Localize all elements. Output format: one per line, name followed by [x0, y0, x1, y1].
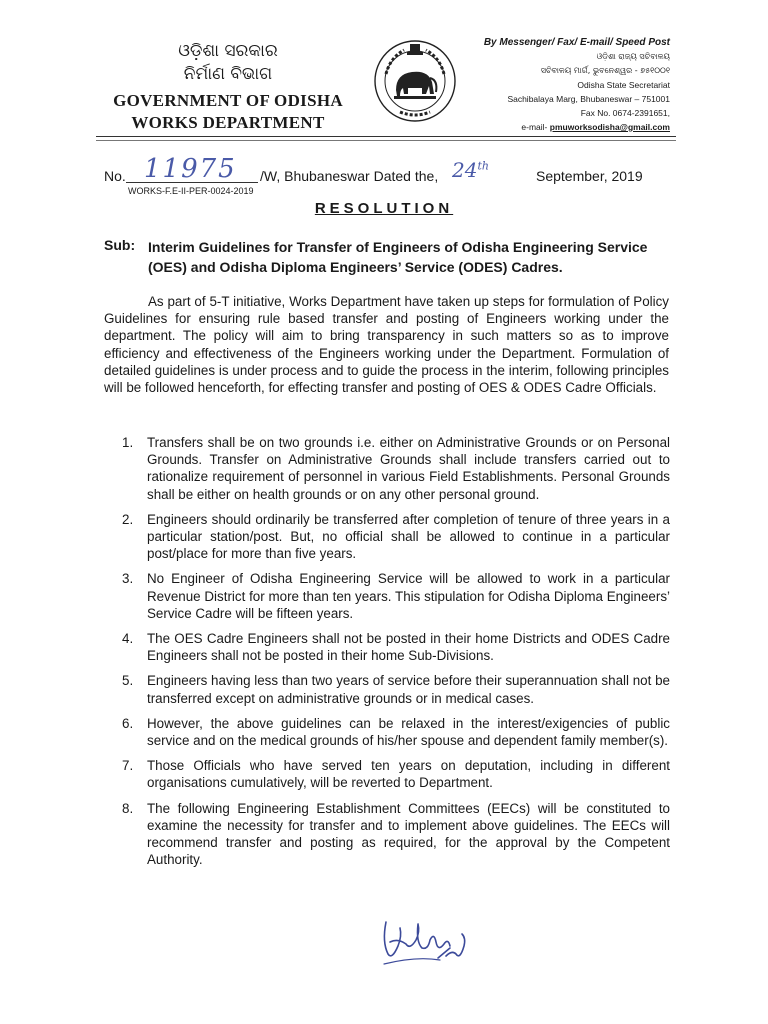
intro-paragraph: As part of 5-T initiative, Works Department have taken up steps for formulation of Policy Guidelines for ensuring rule based transfer and posting of Engineers working under the department. The policy will aim to bring transparency in such matters so as to improve efficiency and effectiveness of the Engineers working under the Department. Formulation of detailed guidelines is under process and to guide the process in the interim, following principles will be followed henceforth, for effecting transfer and posting of OES & ODES Cadre Officials. — [104, 294, 669, 396]
letterhead-right — [440, 36, 670, 134]
fax-number: Fax No. 0674-2391651, — [580, 108, 670, 118]
reference-day-suffix: th — [477, 159, 489, 173]
reference-day — [452, 158, 489, 182]
guideline-item — [122, 434, 670, 503]
guideline-text: However, the above guidelines can be relaxed in the interest/exigencies of public service and on the medical grounds of his/her spouse and dependent family member(s). — [147, 715, 670, 749]
header-divider — [96, 136, 676, 137]
guideline-item — [122, 570, 670, 622]
subject-text: Interim Guidelines for Transfer of Engineers of Odisha Engineering Service (OES) and Odisha Diploma Engineers’ Service (ODES) Cadres. — [148, 239, 648, 275]
guideline-item — [122, 672, 670, 706]
department-name: WORKS DEPARTMENT — [131, 113, 325, 132]
guideline-text: The OES Cadre Engineers shall not be posted in their home Districts and ODES Cadre Engineers shall not be posted in their home Sub-Divisions. — [147, 631, 670, 664]
delivery-mode: By Messenger/ Fax/ E-mail/ Speed Post — [483, 37, 670, 48]
guideline-item — [122, 511, 670, 563]
guideline-list — [122, 434, 670, 876]
guideline-number: 7. — [122, 758, 134, 774]
guideline-item — [122, 800, 670, 869]
guideline-text: No Engineer of Odisha Engineering Service will be allowed to work in a particular Revenue District for more than ten years. This stipulation for Odisha Diploma Engineers’ Service Cadre will be fifteen years. — [147, 571, 670, 621]
reference-no-label: No. — [104, 168, 126, 184]
guideline-number: 4. — [122, 631, 134, 647]
file-number: WORKS-F.E-II-PER-0024-2019 — [128, 186, 254, 196]
odia-department-name: ନିର୍ମାଣ ବିଭାଗ — [183, 64, 273, 84]
guideline-item — [122, 757, 670, 791]
address-line-1: Odisha State Secretariat — [577, 80, 670, 90]
guideline-item — [122, 715, 670, 749]
subject-label: Sub: — [104, 237, 136, 253]
guideline-text: Engineers having less than two years of service before their superannuation shall not be transferred except on administrative grounds or in medical cases. — [147, 673, 670, 706]
reference-day-value: 24 — [452, 158, 478, 182]
guideline-number: 2. — [122, 511, 134, 527]
document-title: RESOLUTION — [314, 200, 454, 217]
guideline-number: 8. — [122, 800, 134, 816]
guideline-number: 6. — [122, 715, 134, 731]
guideline-text: Transfers shall be on two grounds i.e. either on Administrative Grounds or on Personal Grounds. Transfer on Administrative Grounds shall include transfers carried out to rationalize requirement of personnel in various Field Establishments. Personal Grounds shall be either on health grounds or on any other personal ground. — [147, 435, 670, 502]
guideline-text: The following Engineering Establishment Committees (EECs) will be constituted to examine the necessity for transfer and to implement above guidelines. The EECs will recommend transfer and posting as required, for the approval by the Competent Authority. — [147, 800, 670, 868]
email-link[interactable]: pmuworksodisha@gmail.com — [549, 122, 670, 132]
header-divider-thin — [96, 140, 676, 141]
reference-place-text: /W, Bhubaneswar Dated the, — [260, 168, 439, 184]
odia-government-name: ଓଡ଼ିଶା ସରକାର — [178, 41, 278, 61]
guideline-number: 5. — [122, 673, 134, 689]
guideline-item — [122, 630, 670, 664]
email-line — [440, 120, 670, 134]
odia-address-line-2: ସଚିବାଳୟ ମାର୍ଗ, ଭୁବନେଶ୍ୱର - ୭୫୧୦୦୧ — [540, 66, 670, 75]
handwritten-signature — [376, 902, 480, 982]
letterhead-left — [100, 40, 356, 134]
odia-address-line-1: ଓଡ଼ିଶା ରାଜ୍ୟ ସଚିବାଳୟ — [596, 52, 670, 61]
guideline-text: Those Officials who have served ten years on deputation, including in different organisations cumulatively, will be reverted to Department. — [147, 758, 670, 791]
guideline-text: Engineers should ordinarily be transferred after completion of tenure of three years in a particular station/post. But, no official shall be allowed to continue in a particular post/place for more than five years. — [147, 511, 670, 562]
guideline-number: 3. — [122, 571, 134, 587]
reference-number: 11975 — [144, 154, 237, 184]
reference-month-year: September, 2019 — [536, 168, 643, 184]
government-name: GOVERNMENT OF ODISHA — [113, 91, 343, 110]
guideline-number: 1. — [122, 435, 134, 450]
address-line-2: Sachibalaya Marg, Bhubaneswar – 751001 — [507, 94, 670, 104]
email-label: e-mail- — [521, 122, 548, 132]
